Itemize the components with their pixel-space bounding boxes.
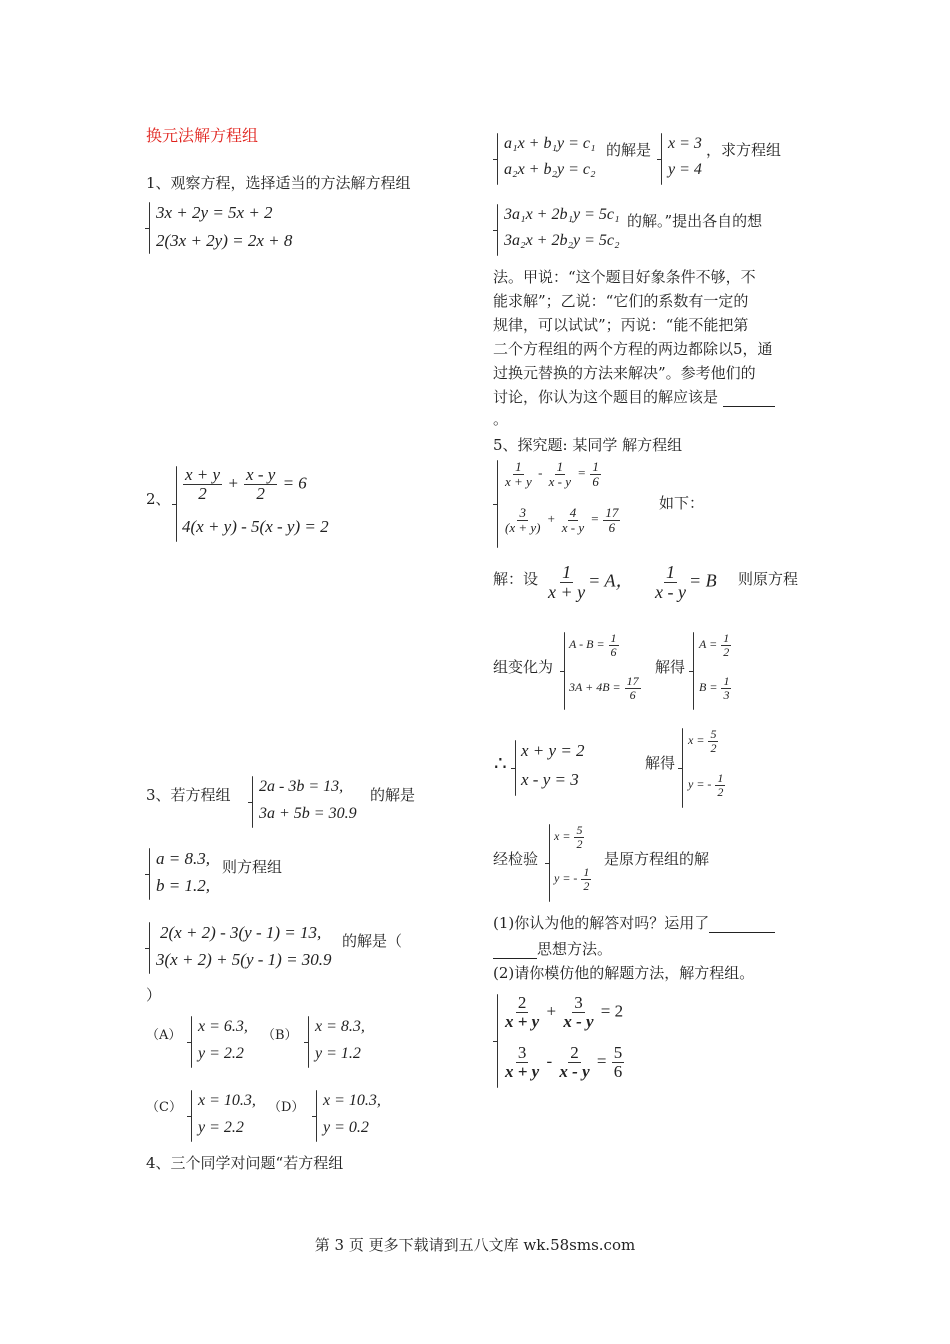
q5-sub1-cont: 思想方法。 xyxy=(493,940,612,959)
q4-sol-eq1: x = 3 xyxy=(668,135,702,152)
q5-xy-eq1: x + y = 2 xyxy=(521,741,585,760)
q5-then-text: 则原方程 xyxy=(738,570,799,588)
q5-final-brace xyxy=(497,994,498,1088)
q4-text-line-4: 二个方程组的两个方程的两边都除以5，通 xyxy=(493,340,773,358)
option-c-brace xyxy=(191,1090,192,1142)
q5-sub1-blank[interactable] xyxy=(709,914,775,933)
q1-eq1: 3x + 2y = 5x + 2 xyxy=(156,203,273,222)
option-a-label: （A） xyxy=(146,1028,182,1043)
q4-sys2-eq2: 3a₂x + 2b₂y = 5c₂ xyxy=(504,232,620,249)
q5-sys-eq2: $\frac{3}{(x + y)}$ + $\frac{4}{x - y}$ = $\frac{17}{6}$ xyxy=(505,505,619,535)
option-a-brace xyxy=(191,1016,192,1068)
q5-sub1: (1)你认为他的解答对吗？运用了 xyxy=(493,914,775,933)
page-title: 换元法解方程组 xyxy=(146,126,259,145)
q5-ab-brace xyxy=(564,632,565,710)
q3-suffix3: 的解是（ xyxy=(342,932,403,950)
q3-sol-brace xyxy=(149,848,150,900)
q5-as-follows: 如下： xyxy=(659,494,705,512)
q4-end-mark: 。 xyxy=(493,410,509,428)
q4-text-line-2: 能求解”；乙说：“它们的系数有一定的 xyxy=(493,292,749,310)
q5-sub-b: $\frac{1}{x - y}$ = B xyxy=(655,562,717,602)
q3-sys2-eq1: 2(x + 2) - 3(y - 1) = 13, xyxy=(160,923,322,942)
q5-a-val: A = $\frac{1}{2}$ xyxy=(699,631,730,659)
q4-text-line-5: 过换元替换的方法来解决”。参考他们的 xyxy=(493,364,756,382)
q5-becomes: 组变化为 xyxy=(493,658,554,676)
q4-sys2-eq1: 3a₁x + 2b₁y = 5c₁ xyxy=(504,206,620,223)
q4-sol-brace xyxy=(661,133,662,185)
q5-final-eq1: $\frac{2}{x + y}$ + $\frac{3}{x - y}$ = 2 xyxy=(505,993,624,1031)
q5-b-val: B = $\frac{1}{3}$ xyxy=(699,674,730,702)
q2-brace xyxy=(176,466,177,542)
q4-mid: 的解是 xyxy=(606,141,652,159)
q3-sys1-eq1: 2a - 3b = 13, xyxy=(259,778,344,795)
q2-label: 2、 xyxy=(146,490,171,508)
q5-solve2: 解得 xyxy=(645,754,676,772)
option-b-eq1: x = 8.3, xyxy=(315,1018,365,1035)
q4-sys1-eq1: a₁x + b₁y = c₁ xyxy=(504,135,596,152)
q5-check-brace xyxy=(549,824,550,902)
q5-x-val: x = $\frac{5}{2}$ xyxy=(688,727,717,755)
q4-prefix: 4、三个同学对问题“若方程组 xyxy=(146,1154,344,1172)
q5-sys-eq1: $\frac{1}{x + y}$ - $\frac{1}{x - y}$ = $\frac{1}{6}$ xyxy=(505,459,599,489)
q3-sys1-eq2: 3a + 5b = 30.9 xyxy=(259,805,357,822)
q4-answer-blank[interactable] xyxy=(723,388,775,407)
q4-sys1-brace xyxy=(497,133,498,185)
option-c-eq1: x = 10.3, xyxy=(198,1092,256,1109)
q2-eq1: $\frac{x + y}{2}$ + $\frac{x - y}{2}$ = 6 xyxy=(185,465,307,503)
option-b-eq2: y = 1.2 xyxy=(315,1045,361,1062)
option-d-label: （D） xyxy=(268,1100,305,1115)
q3-close-paren: ） xyxy=(146,986,162,1004)
q5-check: 经检验 xyxy=(493,850,539,868)
q4-after-sol: ，求方程组 xyxy=(706,141,782,159)
q5-final-eq2: $\frac{3}{x + y}$ - $\frac{2}{x - y}$ = $\frac{5}{6}$ xyxy=(505,1043,623,1081)
q5-xy-brace xyxy=(515,740,516,796)
q5-sub-a: $\frac{1}{x + y}$ = A， xyxy=(548,562,634,602)
page-footer: 第 3 页 更多下载请到五八文库 wk.58sms.com xyxy=(314,1236,636,1254)
q5-sub2: (2)请你模仿他的解题方法，解方程组。 xyxy=(493,964,755,982)
q3-sys2-brace xyxy=(149,922,150,974)
q4-sys2-brace xyxy=(497,204,498,256)
q3-suffix1: 的解是 xyxy=(370,786,416,804)
q3-sys1-brace xyxy=(252,776,253,828)
q4-sys1-eq2: a₂x + b₂y = c₂ xyxy=(504,161,596,178)
q4-text-line-6: 讨论，你认为这个题目的解应该是 xyxy=(493,388,775,407)
q5-is-solution: 是原方程组的解 xyxy=(604,850,710,868)
option-a-eq1: x = 6.3, xyxy=(198,1018,248,1035)
option-b-label: （B） xyxy=(262,1028,298,1043)
q5-y-val: y = - $\frac{1}{2}$ xyxy=(688,771,724,799)
q5-xy-eq2: x - y = 3 xyxy=(521,770,579,789)
option-d-eq1: x = 10.3, xyxy=(323,1092,381,1109)
q4-after-sys2: 的解。”提出各自的想 xyxy=(627,212,763,230)
q3-suffix2: 则方程组 xyxy=(222,858,283,876)
option-d-brace xyxy=(316,1090,317,1142)
option-d-eq2: y = 0.2 xyxy=(323,1119,369,1136)
q3-prefix: 3、若方程组 xyxy=(146,786,231,804)
option-b-brace xyxy=(308,1016,309,1068)
q5-ab-eq2: 3A + 4B = $\frac{17}{6}$ xyxy=(569,674,639,702)
q5-check-x: x = $\frac{5}{2}$ xyxy=(554,823,583,851)
q5-therefore: ∴ xyxy=(494,753,507,775)
q5-ab-eq1: A - B = $\frac{1}{6}$ xyxy=(569,631,617,659)
q3-sys2-eq2: 3(x + 2) + 5(y - 1) = 30.9 xyxy=(156,950,332,969)
q5-prefix: 5、探究题: 某同学 解方程组 xyxy=(493,436,683,454)
q5-solve1: 解得 xyxy=(655,658,686,676)
q4-text-line-3: 规律，可以试试”；丙说：“能不能把第 xyxy=(493,316,749,334)
q5-sol-prefix: 解：设 xyxy=(493,570,539,588)
q2-eq2: 4(x + y) - 5(x - y) = 2 xyxy=(182,517,329,536)
option-c-eq2: y = 2.2 xyxy=(198,1119,244,1136)
q1-brace xyxy=(149,202,150,254)
q5-check-y: y = - $\frac{1}{2}$ xyxy=(554,865,590,893)
q5-xy-sol-brace xyxy=(682,728,683,808)
q4-text-line-1: 法。甲说：“这个题目好象条件不够，不 xyxy=(493,268,756,286)
q4-sol-eq2: y = 4 xyxy=(668,161,702,178)
option-a-eq2: y = 2.2 xyxy=(198,1045,244,1062)
q3-sol-eq2: b = 1.2, xyxy=(156,876,210,895)
q3-sol-eq1: a = 8.3, xyxy=(156,849,210,868)
q5-sub1-blank-cont[interactable] xyxy=(493,940,537,959)
q1-prompt: 1、观察方程，选择适当的方法解方程组 xyxy=(146,174,411,192)
option-c-label: （C） xyxy=(146,1100,182,1115)
q5-sys-brace xyxy=(497,460,498,548)
q1-eq2: 2(3x + 2y) = 2x + 8 xyxy=(156,231,293,250)
q5-ab-sol-brace xyxy=(693,632,694,710)
